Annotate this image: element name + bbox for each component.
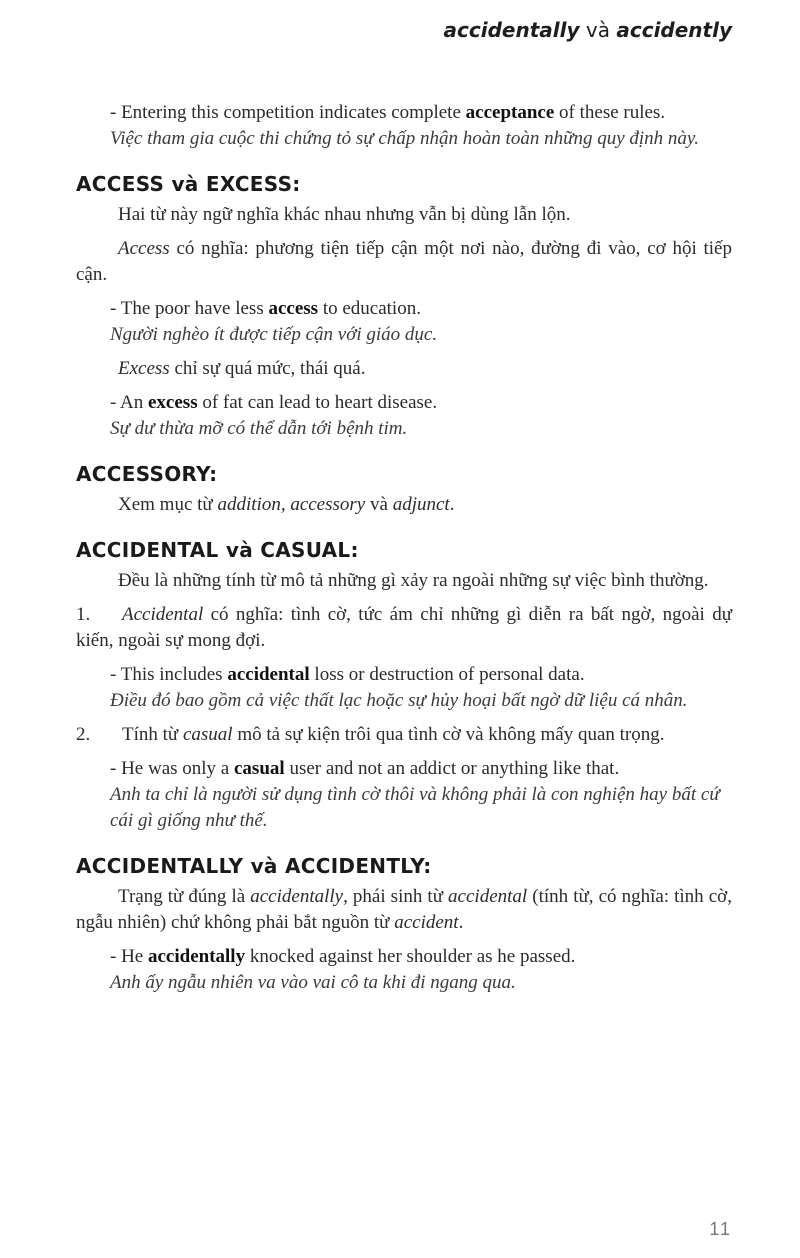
entry-term: accidental: [448, 886, 528, 907]
entry-heading-accessory: ACCESSORY:: [76, 462, 218, 486]
example: [110, 944, 732, 996]
example-english: - This includes accidental loss or destruction of personal data.: [110, 664, 585, 685]
entry-term: accidentally: [250, 886, 344, 907]
example-english: - The poor have less access to education.: [110, 298, 421, 319]
example: [110, 662, 732, 714]
numbered-point-1: 1. Accidental có nghĩa: tình cờ, tức ám chỉ những gì diễn ra bất ngờ, ngoài dự kiến, ngoài sự mong đợi.: [76, 604, 732, 651]
example-keyword: casual: [234, 758, 285, 779]
example: [110, 756, 732, 834]
page-content: [76, 100, 732, 996]
running-head-conj: và: [585, 18, 610, 42]
entry-term: casual: [182, 724, 233, 745]
example-vietnamese: Anh ta chỉ là người sử dụng tình cờ thôi và không phải là con nghiện hay bất cứ cái gì giống như thế.: [110, 784, 720, 831]
example-english: - He was only a casual user and not an addict or anything like that.: [110, 758, 620, 779]
intro-example: [110, 100, 732, 152]
entry-paragraph: Trạng từ đúng là accidentally, phái sinh từ accidental (tính từ, có nghĩa: tình cờ, ngẫu nhiên) chứ không phải bắt nguồn từ accident.: [76, 886, 732, 933]
cross-reference: adjunct: [392, 494, 450, 515]
entry-heading-accidentally: ACCIDENTALLY và ACCIDENTLY:: [76, 854, 432, 878]
entry-paragraph: Access có nghĩa: phương tiện tiếp cận một nơi nào, đường đi vào, cơ hội tiếp cận.: [76, 238, 732, 285]
page-number: 11: [709, 1219, 732, 1239]
entry-paragraph: Đều là những tính từ mô tả những gì xảy ra ngoài những sự việc bình thường.: [118, 570, 709, 591]
entry-term: Excess: [118, 358, 170, 379]
example-english: - He accidentally knocked against her shoulder as he passed.: [110, 946, 576, 967]
example-vietnamese: Anh ấy ngẫu nhiên va vào vai cô ta khi đi ngang qua.: [110, 972, 516, 993]
example-vietnamese: Việc tham gia cuộc thi chứng tỏ sự chấp nhận hoàn toàn những quy định này.: [110, 128, 700, 149]
cross-reference: addition, accessory: [217, 494, 366, 515]
running-head-word1: accidentally: [443, 18, 580, 42]
entry-term: accident: [394, 912, 459, 933]
example-vietnamese: Điều đó bao gồm cả việc thất lạc hoặc sự hủy hoại bất ngờ dữ liệu cá nhân.: [110, 690, 688, 711]
example: [110, 296, 732, 348]
entry-paragraph: Hai từ này ngữ nghĩa khác nhau nhưng vẫn bị dùng lẫn lộn.: [118, 204, 571, 225]
example-keyword: accidentally: [147, 946, 246, 967]
example-vietnamese: Sự dư thừa mỡ có thể dẫn tới bệnh tim.: [110, 418, 408, 439]
example-keyword: excess: [148, 392, 198, 413]
example-keyword: access: [268, 298, 319, 319]
example-vietnamese: Người nghèo ít được tiếp cận với giáo dục.: [110, 324, 438, 345]
example: [110, 390, 732, 442]
entry-paragraph: Xem mục từ addition, accessory và adjunct.: [118, 494, 455, 515]
running-head: [444, 18, 732, 42]
entry-term: Accidental: [122, 604, 204, 625]
entry-heading-accidental: ACCIDENTAL và CASUAL:: [76, 538, 359, 562]
example-keyword: acceptance: [465, 102, 555, 123]
entry-term: Access: [118, 238, 170, 259]
example-english: - Entering this competition indicates complete acceptance of these rules.: [110, 102, 666, 123]
example-english: - An excess of fat can lead to heart disease.: [110, 392, 438, 413]
example-keyword: accidental: [227, 664, 310, 685]
running-head-word2: accidently: [616, 18, 732, 42]
entry-heading-access: ACCESS và EXCESS:: [76, 172, 301, 196]
numbered-point-2: 2. Tính từ casual mô tả sự kiện trôi qua tình cờ và không mấy quan trọng.: [76, 724, 665, 745]
entry-paragraph: Excess chỉ sự quá mức, thái quá.: [118, 358, 366, 379]
